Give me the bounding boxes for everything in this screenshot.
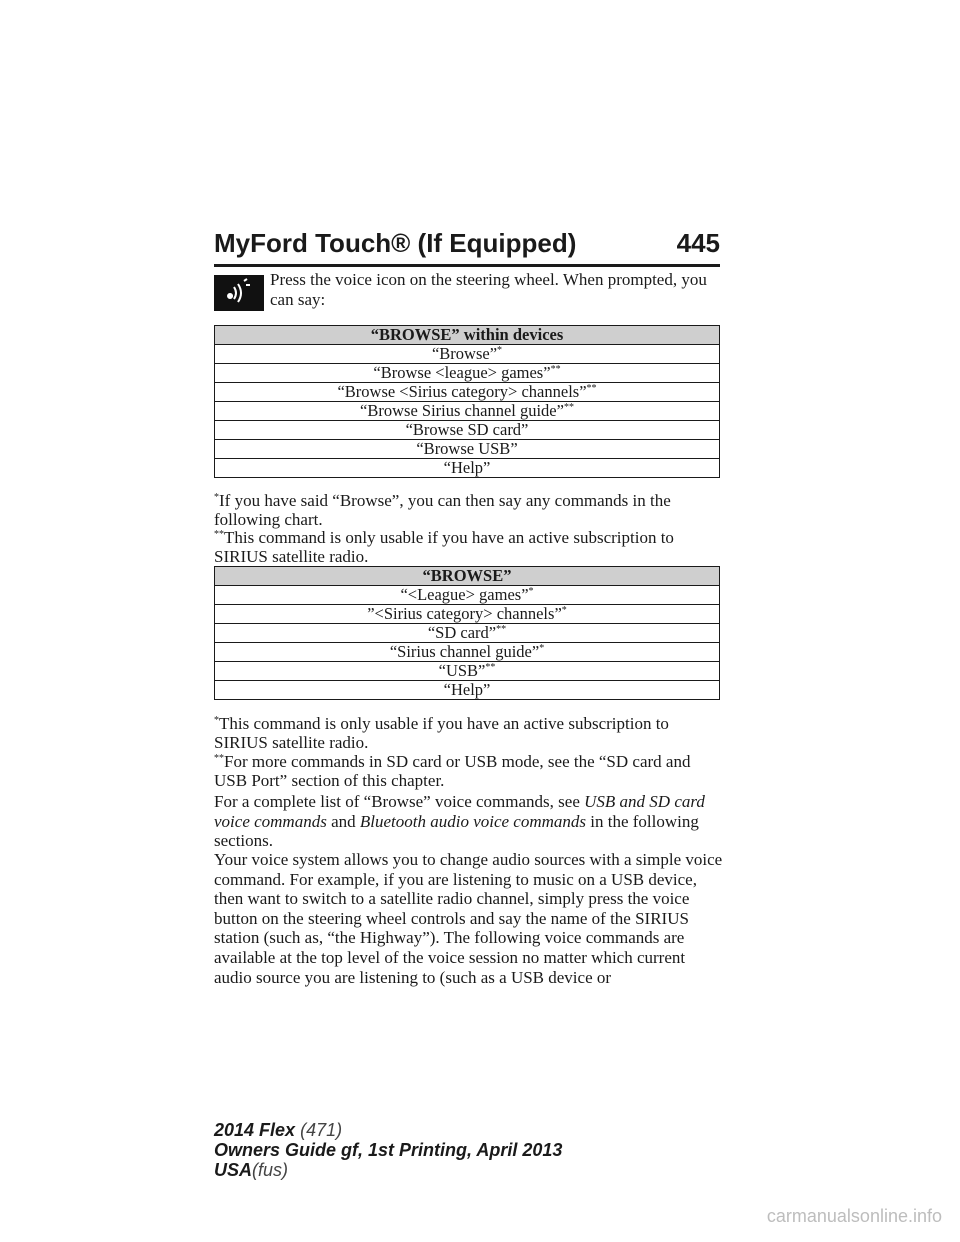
- command-cell: “Sirius channel guide”*: [215, 643, 720, 662]
- command-cell: “Help”: [215, 459, 720, 478]
- browse-within-devices-table: [214, 325, 720, 478]
- command-cell: ”<Sirius category> channels”*: [215, 605, 720, 624]
- command-cell: “Browse <Sirius category> channels”**: [215, 383, 720, 402]
- page-number: 445: [676, 228, 720, 258]
- footnote-2: **This command is only usable if you have an active subscription to SIRIUS satellite radio.: [214, 528, 674, 566]
- watermark: carmanualsonline.info: [766, 1206, 942, 1226]
- table-row: [215, 364, 720, 383]
- command-cell: “<League> games”*: [215, 586, 720, 605]
- audio-sources-paragraph: Your voice system allows you to change audio sources with a simple voice command. For example, if you are listening to music on a USB device, then want to switch to a satellite radio channel, simply press the voice button on the steering wheel controls and say the name of the SIRIUS station (such as, “the Highway”). The following voice commands are available at the top level of the voice session no matter which current audio source you are listening to (such as a USB device or: [214, 850, 723, 987]
- document-footer: 2014 Flex (471) Owners Guide gf, 1st Printing, April 2013 USA(fus): [214, 1120, 563, 1180]
- table-row: [215, 459, 720, 478]
- command-cell: “USB”**: [215, 662, 720, 681]
- table-row: [215, 643, 720, 662]
- table-row: [215, 586, 720, 605]
- page-header: [214, 228, 720, 268]
- command-cell: “SD card”**: [215, 624, 720, 643]
- table-row: [215, 440, 720, 459]
- command-cell: “Help”: [215, 681, 720, 700]
- footnote-1: *If you have said “Browse”, you can then say any commands in the following chart.: [214, 491, 671, 529]
- command-cell: “Browse <league> games”**: [215, 364, 720, 383]
- header-rule: [214, 264, 720, 267]
- table-header: “BROWSE”: [215, 567, 720, 586]
- table-row: [215, 681, 720, 700]
- table-row: [215, 662, 720, 681]
- table-row: [215, 605, 720, 624]
- table-row: [215, 402, 720, 421]
- browse-table: [214, 566, 720, 700]
- intro-text: Press the voice icon on the steering wheel. When prompted, you can say:: [270, 270, 707, 309]
- command-cell: “Browse USB”: [215, 440, 720, 459]
- table-row: [215, 345, 720, 364]
- command-cell: “Browse Sirius channel guide”**: [215, 402, 720, 421]
- table-row: [215, 624, 720, 643]
- voice-icon: [214, 275, 264, 311]
- command-cell: “Browse SD card”: [215, 421, 720, 440]
- command-cell: “Browse”*: [215, 345, 720, 364]
- chapter-title: MyFord Touch® (If Equipped): [214, 228, 577, 258]
- table-header: “BROWSE” within devices: [215, 326, 720, 345]
- table-row: [215, 383, 720, 402]
- browse-commands-paragraph: For a complete list of “Browse” voice commands, see USB and SD card voice commands and Bluetooth audio voice commands in the following sections.: [214, 792, 705, 851]
- footnote-4: **For more commands in SD card or USB mode, see the “SD card and USB Port” section of this chapter.: [214, 752, 691, 790]
- table-row: [215, 421, 720, 440]
- footnote-3: *This command is only usable if you have an active subscription to SIRIUS satellite radio.: [214, 714, 669, 752]
